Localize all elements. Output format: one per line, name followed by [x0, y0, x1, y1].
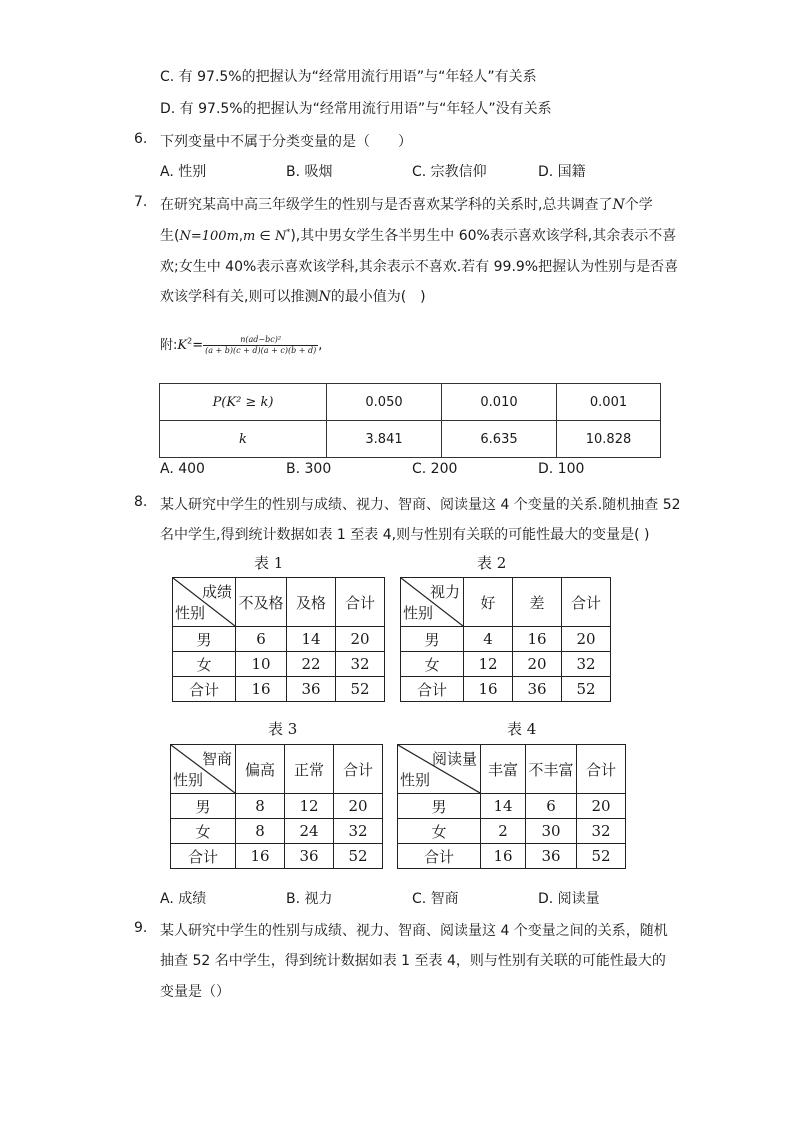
row-header: 男 [171, 794, 236, 819]
q7-cond-star: * [286, 227, 291, 237]
row-header: 男 [173, 627, 236, 652]
col-header: 正常 [285, 745, 334, 794]
table-cell: 14 [287, 627, 336, 652]
q7-cond-m2: m [243, 229, 256, 244]
q8-option-d: D. 阅读量 [538, 891, 600, 907]
table-cell: 4 [464, 627, 513, 652]
table-cell: 30 [526, 819, 577, 844]
table-row [171, 745, 383, 794]
q7-line-2-tail: ),其中男女学生各半男生中 60%表示喜欢该学科,其余表示不喜 [290, 228, 677, 244]
q5-option-c: C. 有 97.5%的把握认为“经常用流行用语”与“年轻人”有关系 [160, 69, 537, 85]
q7-option-b: B. 300 [286, 461, 332, 477]
q7-option-a: A. 400 [160, 461, 205, 477]
corner-bottom-label: 性别 [403, 604, 434, 622]
row-header: 男 [401, 627, 464, 652]
table-cell: 20 [562, 627, 611, 652]
table-cell: 36 [513, 677, 562, 702]
corner-bottom-label: 性别 [175, 604, 206, 622]
q7-var-n-2: N [318, 289, 331, 305]
table-cell: 10 [236, 652, 287, 677]
q6-stem: 下列变量中不属于分类变量的是（ ） [160, 134, 412, 150]
q7-var-n: N [612, 197, 625, 213]
q8-line-1: 某人研究中学生的性别与成绩、视力、智商、阅读量这 4 个变量的关系.随机抽查 52 [160, 497, 681, 513]
table-cell: 20 [513, 652, 562, 677]
table-cell: 32 [577, 819, 626, 844]
table-cell: 52 [577, 844, 626, 869]
table-cell: 16 [464, 677, 513, 702]
col-header: 好 [464, 578, 513, 627]
row-header: 合计 [173, 677, 236, 702]
table-cell: 14 [481, 794, 526, 819]
table-cell: 20 [336, 627, 385, 652]
table-3-title: 表 3 [268, 720, 298, 738]
table-4-title: 表 4 [507, 720, 537, 738]
table-2 [400, 577, 611, 702]
q6-number: 6. [134, 131, 148, 147]
table-row [160, 384, 661, 421]
q7-line-4-text: 欢该学科有关,则可以推测 [160, 289, 319, 305]
table-2-title: 表 2 [477, 554, 507, 572]
table-cell: 6 [236, 627, 287, 652]
table-cell: 0.010 [442, 384, 557, 421]
table-4 [397, 744, 626, 869]
table-cell: 52 [336, 677, 385, 702]
table-cell: 36 [287, 677, 336, 702]
q7-cond-set: N [274, 229, 287, 244]
q6-option-d: D. 国籍 [538, 164, 586, 180]
q8-option-c: C. 智商 [412, 891, 459, 907]
table-row [398, 794, 626, 819]
table-cell: 2 [481, 819, 526, 844]
q7-line-4-tail: 的最小值为( ) [330, 289, 426, 305]
col-header: 合计 [336, 578, 385, 627]
diagonal-header [171, 745, 236, 794]
table-cell: 10.828 [557, 421, 661, 458]
table-cell: 16 [513, 627, 562, 652]
table-head-cell: k [160, 421, 327, 458]
row-header: 女 [398, 819, 481, 844]
table-cell: 6.635 [442, 421, 557, 458]
table-cell: 8 [236, 819, 285, 844]
col-header: 不及格 [236, 578, 287, 627]
table-row [398, 819, 626, 844]
col-header: 丰富 [481, 745, 526, 794]
table-row [171, 794, 383, 819]
corner-top-label: 成绩 [201, 583, 232, 601]
q7-option-c: C. 200 [412, 461, 458, 477]
q7-cond-sep: , [238, 229, 244, 244]
col-header: 差 [513, 578, 562, 627]
q7-formula-fraction [203, 335, 318, 356]
table-row [171, 844, 383, 869]
table-row [398, 844, 626, 869]
table-cell: 12 [285, 794, 334, 819]
q6-option-a: A. 性别 [160, 164, 207, 180]
table-cell: 52 [334, 844, 383, 869]
q7-number: 7. [134, 194, 148, 210]
q8-option-a: A. 成绩 [160, 891, 207, 907]
k-critical-table [159, 383, 661, 458]
q8-option-b: B. 视力 [286, 891, 333, 907]
table-row [173, 627, 385, 652]
table-cell: 8 [236, 794, 285, 819]
q7-formula-sq: 2 [187, 336, 193, 346]
table-row [398, 745, 626, 794]
q7-line-1 [160, 194, 653, 214]
q9-line-3: 变量是（） [160, 984, 230, 1000]
corner-top-label: 智商 [201, 750, 232, 768]
table-cell: 36 [285, 844, 334, 869]
q7-appendix-label: 附: [160, 338, 178, 353]
q7-line-1-text: 在研究某高中高三年级学生的性别与是否喜欢某学科的关系时,总共调查了 [160, 197, 613, 213]
table-head-cell: P(K² ≥ k) [160, 384, 327, 421]
q7-cond-m: m [226, 229, 239, 244]
q7-cond-prefix: N=100 [179, 229, 227, 244]
q9-line-2: 抽查 52 名中学生，得到统计数据如表 1 至表 4，则与性别有关联的可能性最大的 [160, 953, 666, 969]
table-row [401, 627, 611, 652]
q7-cond-in: ∈ [255, 229, 275, 244]
q7-line-3: 欢;女生中 40%表示喜欢该学科,其余表示不喜欢.若有 99.9%把握认为性别与是否喜 [160, 259, 679, 275]
corner-top-label: 视力 [429, 583, 460, 601]
table-row [401, 652, 611, 677]
table-cell: 0.050 [327, 384, 442, 421]
table-row [160, 421, 661, 458]
q7-formula-denominator: (a + b)(c + d)(a + c)(b + d) [205, 346, 317, 355]
q7-line-2 [160, 225, 676, 245]
q9-number: 9. [134, 920, 148, 936]
q7-line-4 [160, 286, 426, 306]
table-cell: 16 [236, 677, 287, 702]
table-cell: 36 [526, 844, 577, 869]
table-1-title: 表 1 [254, 554, 284, 572]
table-cell: 22 [287, 652, 336, 677]
row-header: 女 [173, 652, 236, 677]
q7-formula-numerator: n(ad−bc)² [203, 335, 318, 346]
table-cell: 12 [464, 652, 513, 677]
row-header: 女 [171, 819, 236, 844]
q5-option-d: D. 有 97.5%的把握认为“经常用流行用语”与“年轻人”没有关系 [160, 101, 552, 117]
row-header: 合计 [171, 844, 236, 869]
table-cell: 32 [562, 652, 611, 677]
q7-formula-k: K [177, 338, 188, 353]
q9-line-1: 某人研究中学生的性别与成绩、视力、智商、阅读量这 4 个变量之间的关系，随机 [160, 923, 668, 939]
corner-top-label: 阅读量 [431, 750, 477, 768]
col-header: 及格 [287, 578, 336, 627]
col-header: 合计 [562, 578, 611, 627]
row-header: 合计 [398, 844, 481, 869]
table-cell: 32 [336, 652, 385, 677]
table-row [401, 677, 611, 702]
corner-bottom-label: 性别 [173, 771, 204, 789]
col-header: 不丰富 [526, 745, 577, 794]
q7-line-1-tail: 个学 [624, 197, 653, 213]
corner-bottom-label: 性别 [400, 771, 431, 789]
diagonal-header [398, 745, 481, 794]
q7-formula-tail: , [318, 338, 323, 353]
table-cell: 20 [577, 794, 626, 819]
q7-line-2-head: 生( [160, 228, 180, 244]
diagonal-header [173, 578, 236, 627]
q6-option-b: B. 吸烟 [286, 164, 333, 180]
diagonal-header [401, 578, 464, 627]
col-header: 合计 [577, 745, 626, 794]
q7-formula-eq: = [192, 338, 204, 353]
table-1 [172, 577, 385, 702]
table-row [171, 819, 383, 844]
table-cell: 0.001 [557, 384, 661, 421]
col-header: 偏高 [236, 745, 285, 794]
table-cell: 24 [285, 819, 334, 844]
table-3 [170, 744, 383, 869]
table-row [173, 578, 385, 627]
q7-formula [160, 334, 322, 356]
table-row [173, 677, 385, 702]
row-header: 男 [398, 794, 481, 819]
q8-number: 8. [134, 494, 148, 510]
q6-option-c: C. 宗教信仰 [412, 164, 487, 180]
q8-line-2: 名中学生,得到统计数据如表 1 至表 4,则与性别有关联的可能性最大的变量是( ) [160, 527, 650, 543]
table-cell: 20 [334, 794, 383, 819]
table-cell: 32 [334, 819, 383, 844]
q7-option-d: D. 100 [538, 461, 585, 477]
table-cell: 3.841 [327, 421, 442, 458]
row-header: 合计 [401, 677, 464, 702]
table-row [401, 578, 611, 627]
table-cell: 6 [526, 794, 577, 819]
table-cell: 16 [236, 844, 285, 869]
row-header: 女 [401, 652, 464, 677]
table-cell: 52 [562, 677, 611, 702]
table-row [173, 652, 385, 677]
col-header: 合计 [334, 745, 383, 794]
table-cell: 16 [481, 844, 526, 869]
